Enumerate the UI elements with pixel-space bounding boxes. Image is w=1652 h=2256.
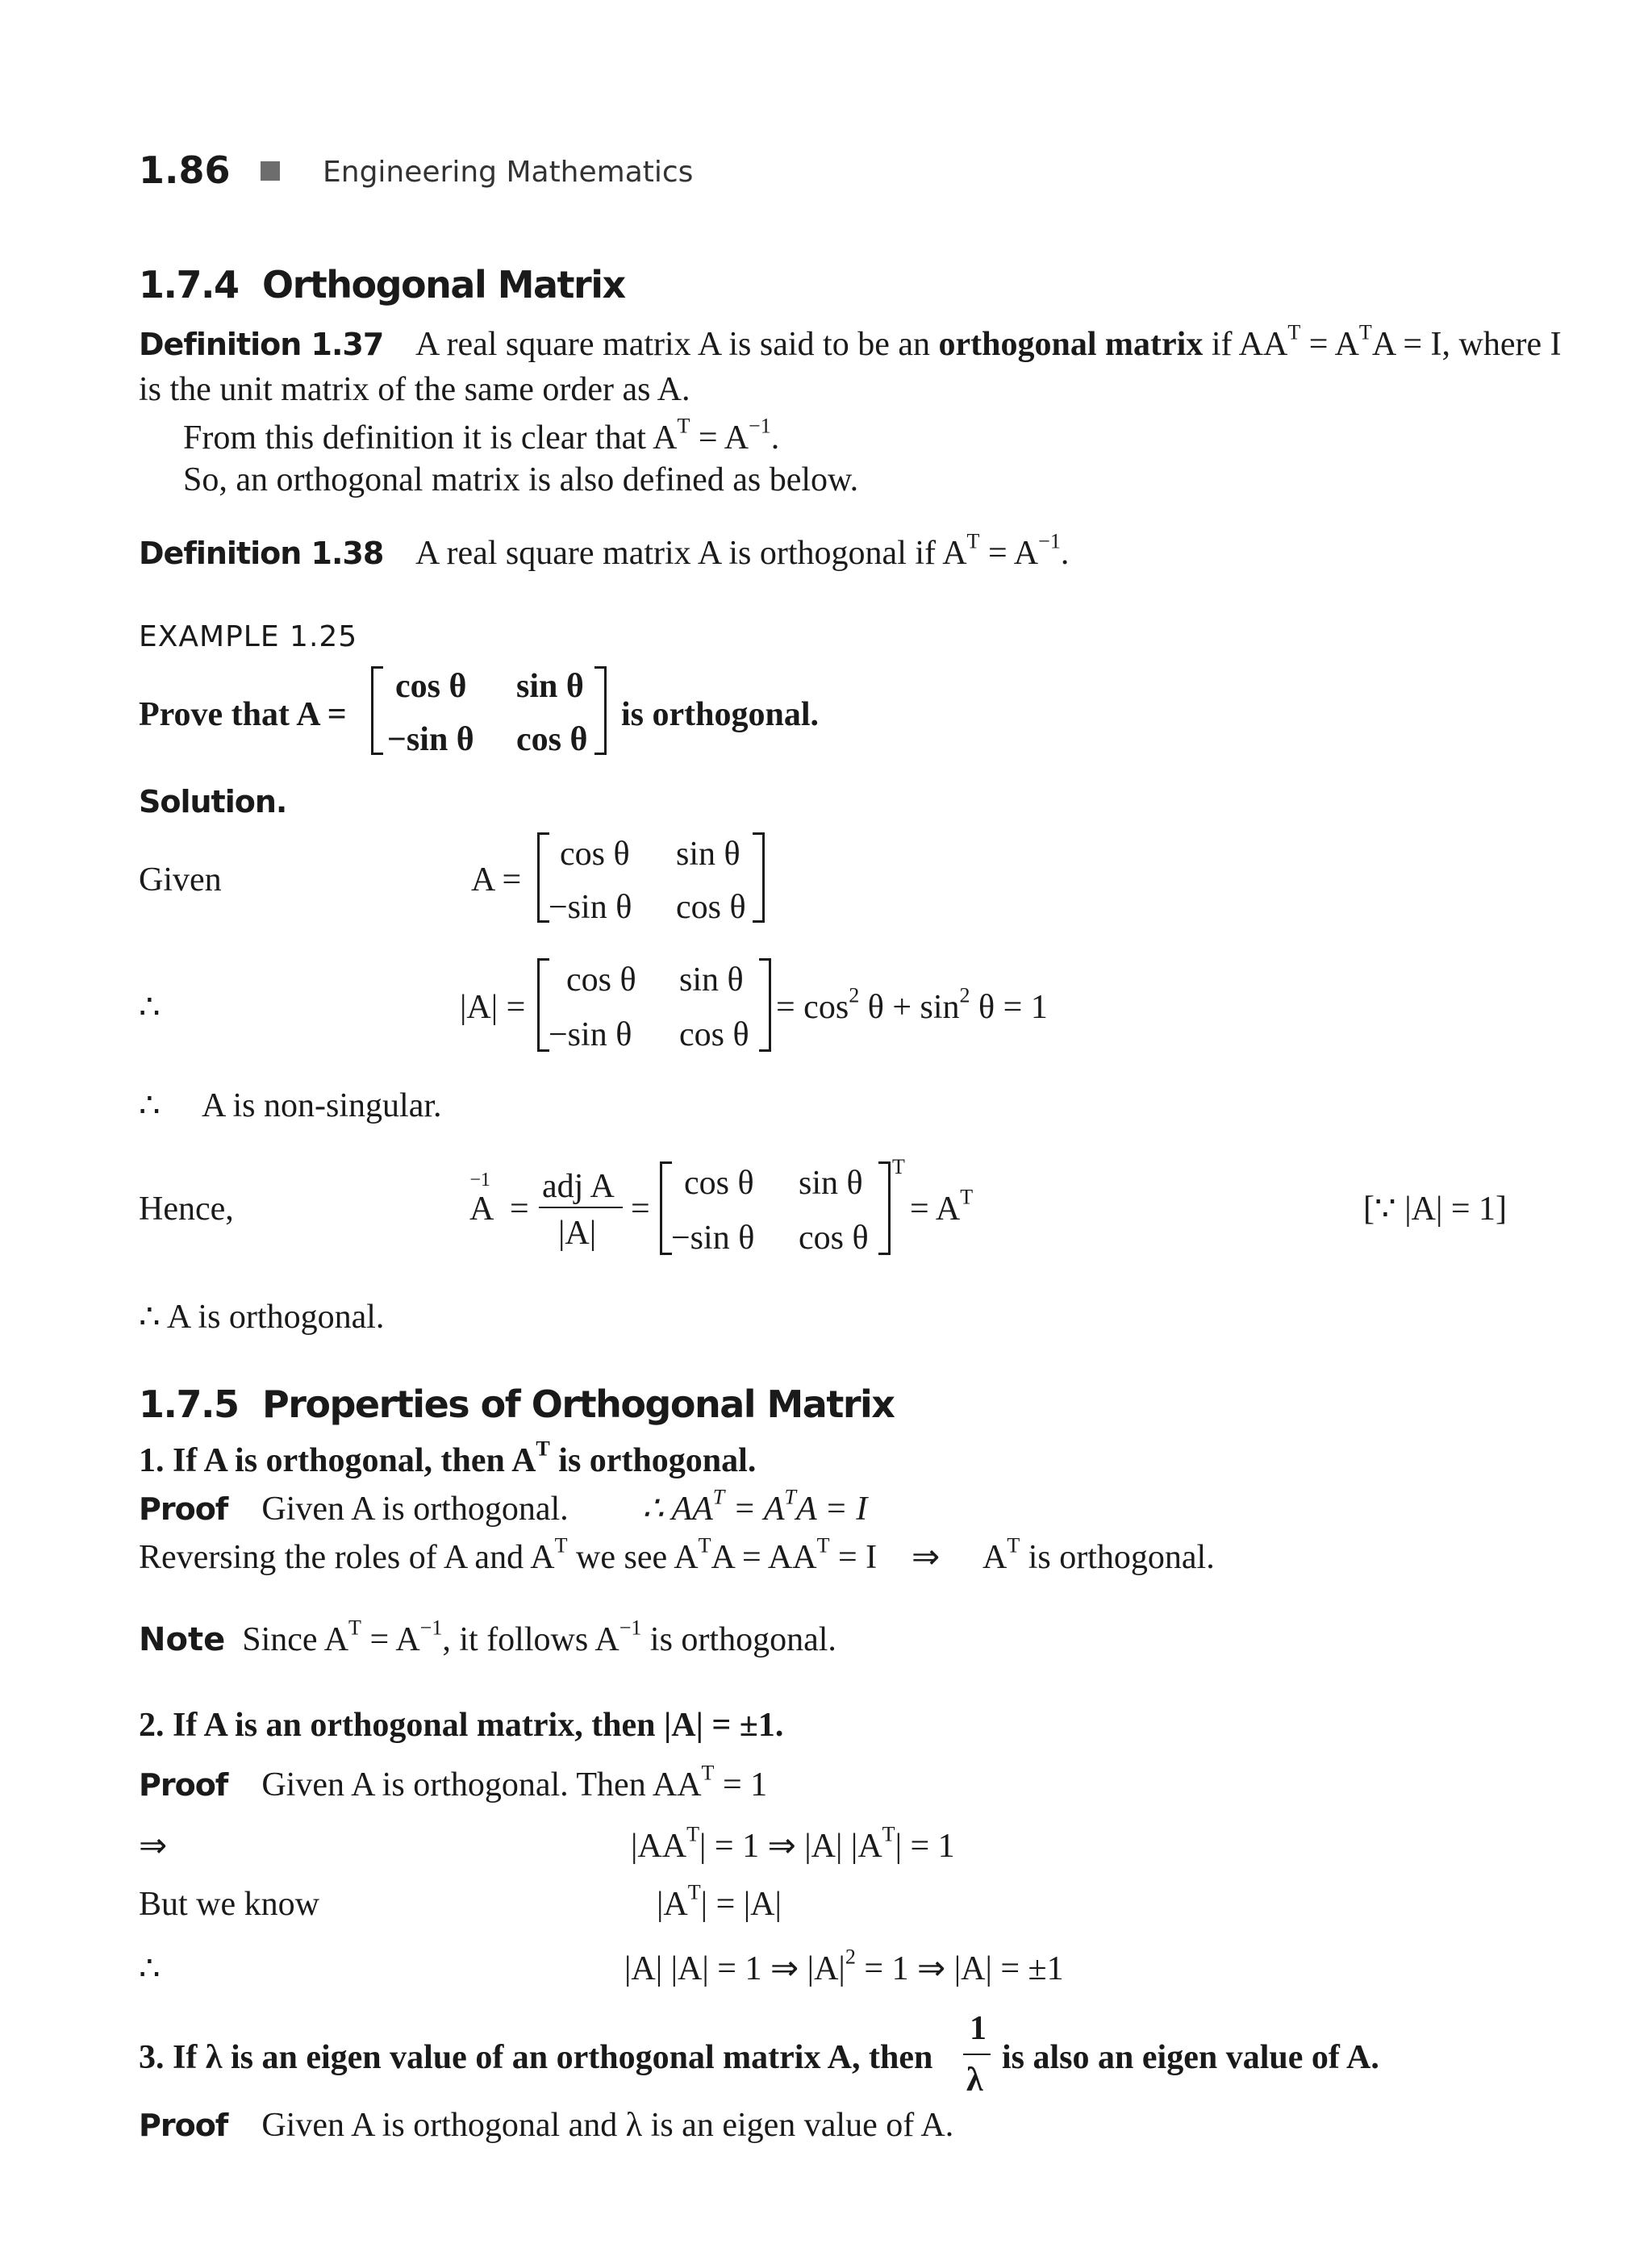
sup-2: 2 <box>845 1945 856 1969</box>
det-rhs: = cos <box>776 989 849 1026</box>
page-number: 1.86 <box>139 148 231 192</box>
eq1c: | = 1 <box>895 1828 955 1865</box>
property-2-eq2 <box>657 1880 782 1923</box>
proof-eq: ∴ AA <box>642 1491 713 1528</box>
property-1-equation <box>642 1485 868 1528</box>
eq3b: = 1 ⇒ |A| = ±1 <box>855 1950 1064 1987</box>
matrix-cell: −sin θ <box>387 721 474 758</box>
proof-text: Given A is orthogonal. <box>261 1491 569 1528</box>
therefore-symbol: ∴ <box>139 1087 161 1124</box>
sup-t: T <box>698 1533 711 1558</box>
sup-t: T <box>686 1822 699 1846</box>
fraction-denominator: λ <box>966 2062 983 2099</box>
sup-t: T <box>1287 320 1301 344</box>
implies-arrow: ⇒ <box>139 1828 168 1865</box>
sup-2: 2 <box>849 983 860 1007</box>
fraction-line <box>963 2054 991 2055</box>
definition-text: A real square matrix A is orthogonal if A <box>415 535 967 572</box>
sup-t: T <box>554 1533 568 1558</box>
hence-label: Hence, <box>139 1191 234 1228</box>
matrix-cell: sin θ <box>799 1165 863 1202</box>
sup-t: T <box>966 529 980 553</box>
note-text-c: , it follows A <box>442 1621 620 1658</box>
det-rhs2: θ + sin <box>859 989 960 1026</box>
equals-sign: = <box>631 1191 650 1228</box>
property-2-eq3 <box>624 1945 1064 1987</box>
bracket-right <box>759 958 771 1052</box>
line2-d: = I <box>829 1539 878 1576</box>
proof-eq3: A = I <box>796 1491 868 1528</box>
a-equals: A = <box>471 861 522 899</box>
matrix-cell: −sin θ <box>549 1016 632 1053</box>
a-inverse <box>469 1170 515 1228</box>
definition-label: Definition 1.37 <box>139 327 384 362</box>
property-2-eq1 <box>631 1822 955 1865</box>
sup-t: T <box>882 1822 895 1846</box>
reason-note: [∵ |A| = 1] <box>1363 1191 1508 1228</box>
bracket-right <box>753 832 765 923</box>
matrix-cell: cos θ <box>395 668 467 705</box>
definition-text-b: if AA <box>1211 326 1288 363</box>
section-number: 1.7.5 <box>139 1382 239 1426</box>
eq1b: | = 1 ⇒ |A| |A <box>699 1828 882 1865</box>
sup-t: T <box>677 414 690 438</box>
note <box>139 1616 836 1658</box>
det-matrix <box>537 958 771 1052</box>
matrix-cell: cos θ <box>560 836 630 873</box>
header-square-icon <box>261 161 280 181</box>
therefore-symbol: ∴ <box>139 1950 161 1987</box>
sup-inverse: −1 <box>749 414 771 438</box>
matrix-cell: sin θ <box>516 668 584 705</box>
line2-b: we see A <box>567 1539 699 1576</box>
property-1-proof <box>139 1492 569 1526</box>
implies-arrow: ⇒ <box>912 1539 941 1576</box>
bracket-right <box>878 1161 891 1255</box>
eq1: |AA <box>631 1828 687 1865</box>
line2-a: Reversing the roles of A and A <box>139 1539 555 1576</box>
fraction-numerator: 1 <box>970 2010 987 2047</box>
example-matrix <box>371 666 607 758</box>
fraction-line <box>539 1207 623 1208</box>
section-title: Properties of Orthogonal Matrix <box>262 1382 895 1426</box>
heading-a: 1. If A is orthogonal, then A <box>139 1442 536 1479</box>
sup-t: T <box>348 1616 361 1640</box>
adj-numerator: adj A <box>542 1168 615 1205</box>
sup-t: T <box>1358 320 1372 344</box>
eq-at: = A <box>910 1191 961 1228</box>
given-matrix <box>537 832 765 926</box>
matrix-cell: cos θ <box>676 889 746 926</box>
line2-c: A = AA <box>711 1539 817 1576</box>
eq2: |A <box>657 1886 688 1923</box>
line3-end: = A <box>690 419 749 457</box>
sup-t: T <box>687 1880 701 1904</box>
matrix-cell: sin θ <box>679 961 744 999</box>
prove-prefix: Prove that A = <box>139 696 347 733</box>
equals-a-transpose <box>910 1185 974 1228</box>
sup-inverse: −1 <box>619 1616 642 1640</box>
note-text-d: is orthogonal. <box>641 1621 836 1658</box>
property-2-heading: 2. If A is an orthogonal matrix, then |A| = ±1. <box>139 1707 784 1744</box>
proof-label: Proof <box>139 1491 228 1527</box>
section-title: Orthogonal Matrix <box>262 263 625 306</box>
result-a: A <box>982 1539 1007 1576</box>
non-singular-text: A is non-singular. <box>202 1087 442 1124</box>
therefore-symbol: ∴ <box>139 989 161 1026</box>
bracket-right <box>594 666 607 755</box>
bracket-left <box>371 666 383 755</box>
matrix-cell: cos θ <box>684 1165 754 1202</box>
matrix-cell: cos θ <box>516 721 588 758</box>
eq2b: | = |A| <box>700 1886 782 1923</box>
definition-1-38: Definition 1.38 A real square matrix A is orthogonal if $A^T = A^{-1}$. <box>139 529 1070 572</box>
bracket-left <box>660 1161 672 1255</box>
line3-text: From this definition it is clear that A <box>183 419 678 457</box>
sup-t: T <box>701 1761 715 1785</box>
matrix-cell: cos θ <box>566 961 636 999</box>
eq3: |A| |A| = 1 ⇒ |A| <box>624 1950 845 1987</box>
section-number: 1.7.4 <box>139 263 239 306</box>
note-label: Note <box>139 1621 226 1658</box>
prove-suffix: is orthogonal. <box>621 696 820 733</box>
book-title: Engineering Mathematics <box>323 156 694 189</box>
proof-label: Proof <box>139 2108 228 2143</box>
conclusion-text: ∴ A is orthogonal. <box>139 1299 385 1336</box>
result-b: is orthogonal. <box>1020 1539 1215 1576</box>
bracket-left <box>537 958 549 1052</box>
property-3-heading-b: is also an eigen value of A. <box>1002 2039 1379 2076</box>
det-rhs3: θ = 1 <box>970 989 1048 1026</box>
definition-line2: is the unit matrix of the same order as A. <box>139 371 690 408</box>
sup-t: T <box>816 1533 830 1558</box>
property-2-proof <box>139 1761 768 1804</box>
definition-line3: From this definition it is clear that $A^T = A^{-1}$. <box>183 414 780 457</box>
definition-1-37 <box>139 320 1562 363</box>
definition-text: A real square matrix A is said to be an <box>415 326 931 363</box>
proof-text: Given A is orthogonal. Then AA <box>261 1766 702 1804</box>
sup-t: T <box>1007 1533 1020 1558</box>
sup-2: 2 <box>959 983 970 1007</box>
sup-t: T <box>784 1485 796 1509</box>
matrix-cell: −sin θ <box>549 889 632 926</box>
definition-label: Definition 1.38 <box>139 536 384 571</box>
example-label: EXAMPLE 1.25 <box>139 620 358 653</box>
note-text-b: = A <box>361 1621 420 1658</box>
transpose-matrix <box>660 1161 891 1255</box>
definition-text-d: A = I, where I <box>1371 326 1562 363</box>
definition-mid: = A <box>979 535 1039 572</box>
sup-inverse: −1 <box>469 1170 490 1191</box>
heading-b: is orthogonal. <box>549 1442 757 1479</box>
sup-inverse: −1 <box>419 1616 443 1640</box>
sup-t: T <box>712 1485 725 1509</box>
matrix-transpose-sup: T <box>892 1155 905 1178</box>
but-we-know: But we know <box>139 1886 319 1923</box>
proof-label: Proof <box>139 1767 228 1803</box>
given-label: Given <box>139 861 222 899</box>
property-3-proof <box>139 2108 953 2142</box>
matrix-cell: sin θ <box>676 836 740 873</box>
matrix-cell: cos θ <box>799 1220 869 1257</box>
proof-eq2: = A <box>724 1491 785 1528</box>
det-result <box>776 983 1048 1026</box>
proof-text: Given A is orthogonal and λ is an eigen value of A. <box>261 2107 954 2144</box>
sup-inverse: −1 <box>1038 529 1061 553</box>
adj-denominator: |A| <box>558 1215 597 1252</box>
definition-line4: So, an orthogonal matrix is also defined as below. <box>183 461 859 498</box>
matrix-cell: cos θ <box>679 1016 749 1053</box>
proof-end: = 1 <box>714 1766 768 1804</box>
solution-label: Solution. <box>139 784 287 819</box>
definition-text-c: = A <box>1300 326 1359 363</box>
property-1-result <box>982 1533 1215 1576</box>
sup-t: T <box>536 1437 550 1461</box>
det-a-equals: |A| = <box>460 989 526 1026</box>
bracket-left <box>537 832 549 923</box>
a-symbol: A <box>469 1191 494 1228</box>
matrix-cell: −sin θ <box>671 1220 755 1257</box>
equals-sign: = <box>510 1191 529 1228</box>
definition-term: orthogonal matrix <box>938 326 1204 363</box>
property-1-line2 <box>139 1533 878 1576</box>
property-1-heading <box>139 1437 757 1479</box>
sup-t: T <box>960 1185 974 1209</box>
property-3-heading-a: 3. If λ is an eigen value of an orthogonal matrix A, then <box>139 2039 933 2076</box>
note-text-a: Since A <box>242 1621 349 1658</box>
